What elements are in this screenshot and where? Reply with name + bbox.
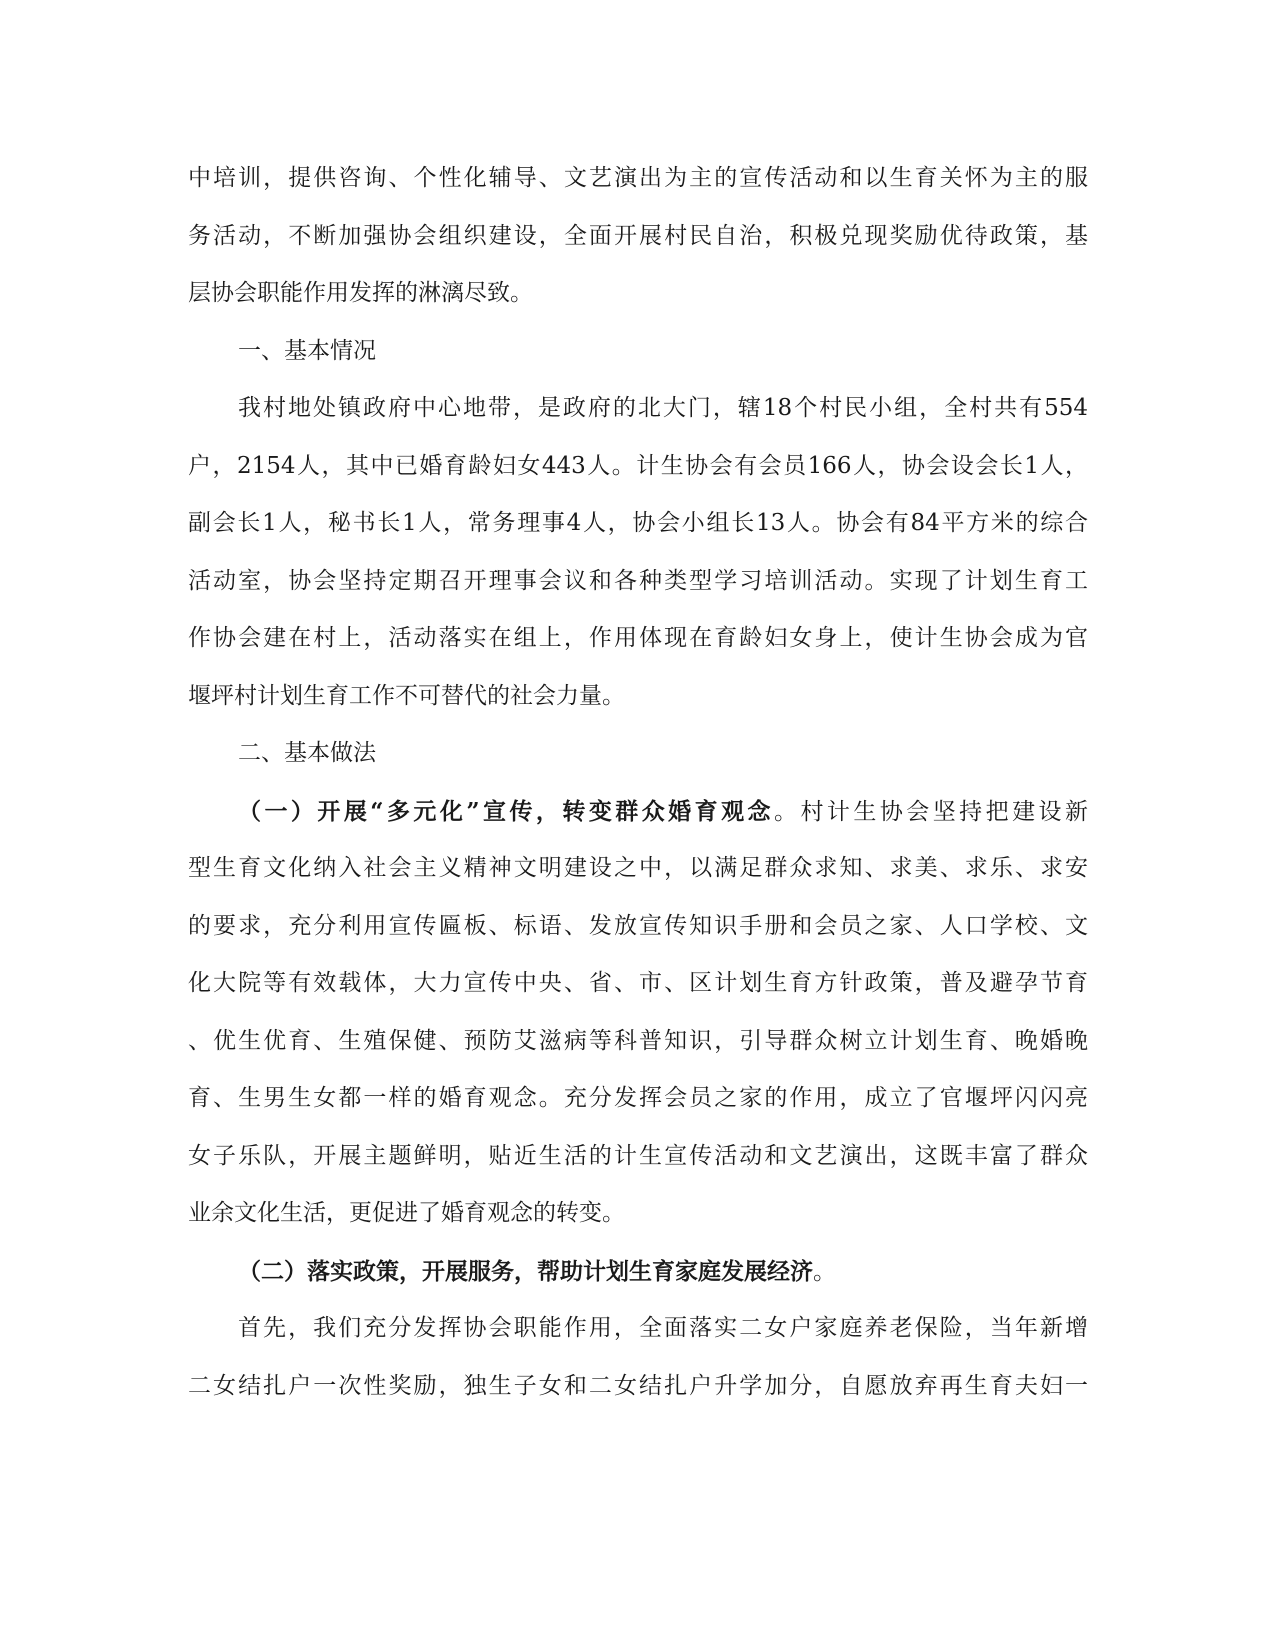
line-text: 层协会职能作用发挥的淋漓尽致。 [188,280,533,306]
text-line [188,783,1088,841]
text-line [188,1300,1088,1358]
line-text: 女子乐队，开展主题鲜明，贴近生活的计生宣传活动和文艺演出，这既丰富了群众 [188,1142,1088,1169]
text-line [188,840,1088,898]
text-line [188,1070,1088,1128]
line-text: 二、基本做法 [238,740,376,766]
section-heading: （一）开展“多元化”宣传，转变群众婚育观念 [238,797,774,825]
text-line [188,553,1088,611]
line-text: 化大院等有效载体，大力宣传中央、省、市、区计划生育方针政策，普及避孕节育 [188,970,1088,996]
text-line [188,1185,1088,1243]
text-line [188,725,1088,783]
text-line [188,1243,1088,1301]
line-text: 育、生男生女都一样的婚育观念。充分发挥会员之家的作用，成立了官堰坪闪闪亮 [188,1085,1088,1111]
section-heading: （二）落实政策，开展服务，帮助计划生育家庭发展经济 [238,1257,813,1285]
line-text: 。 [813,1258,836,1285]
text-line [188,610,1088,668]
line-text: 首先，我们充分发挥协会职能作用，全面落实二女户家庭养老保险，当年新增 [238,1315,1088,1341]
line-text: 中培训，提供咨询、个性化辅导、文艺演出为主的宣传活动和以生育关怀为主的服 [188,165,1088,191]
text-line [188,150,1088,208]
line-text: 型生育文化纳入社会主义精神文明建设之中，以满足群众求知、求美、求乐、求安 [188,855,1088,881]
line-text: 。村计生协会坚持把建设新 [774,798,1088,825]
line-text: 业余文化生活，更促进了婚育观念的转变。 [188,1200,625,1226]
line-text: 作协会建在村上，活动落实在组上，作用体现在育龄妇女身上，使计生协会成为官 [188,625,1088,651]
text-line [188,1128,1088,1186]
text-line [188,668,1088,726]
text-line [188,495,1088,553]
document-body [188,150,1088,1415]
text-line [188,955,1088,1013]
line-text: 副会长1人，秘书长1人，常务理事4人，协会小组长13人。协会有84平方米的综合 [188,510,1088,536]
text-line [188,265,1088,323]
line-text: 务活动，不断加强协会组织建设，全面开展村民自治，积极兑现奖励优待政策，基 [188,222,1088,249]
text-line [188,1358,1088,1416]
text-line [188,898,1088,956]
line-text: 户，2154人，其中已婚育龄妇女443人。计生协会有会员166人，协会设会长1人， [188,452,1088,479]
line-text: 二女结扎户一次性奖励，独生子女和二女结扎户升学加分，自愿放弃再生育夫妇一 [188,1372,1088,1399]
text-line [188,1013,1088,1071]
line-text: 、优生优育、生殖保健、预防艾滋病等科普知识，引导群众树立计划生育、晚婚晚 [188,1027,1088,1054]
text-line [188,380,1088,438]
text-line [188,208,1088,266]
line-text: 的要求，充分利用宣传匾板、标语、发放宣传知识手册和会员之家、人口学校、文 [188,912,1088,939]
line-text: 我村地处镇政府中心地带，是政府的北大门，辖18个村民小组，全村共有554 [238,395,1088,421]
text-line [188,438,1088,496]
line-text: 活动室，协会坚持定期召开理事会议和各种类型学习培训活动。实现了计划生育工 [188,567,1088,594]
line-text: 堰坪村计划生育工作不可替代的社会力量。 [188,682,625,709]
line-text: 一、基本情况 [238,337,376,364]
text-line [188,323,1088,381]
